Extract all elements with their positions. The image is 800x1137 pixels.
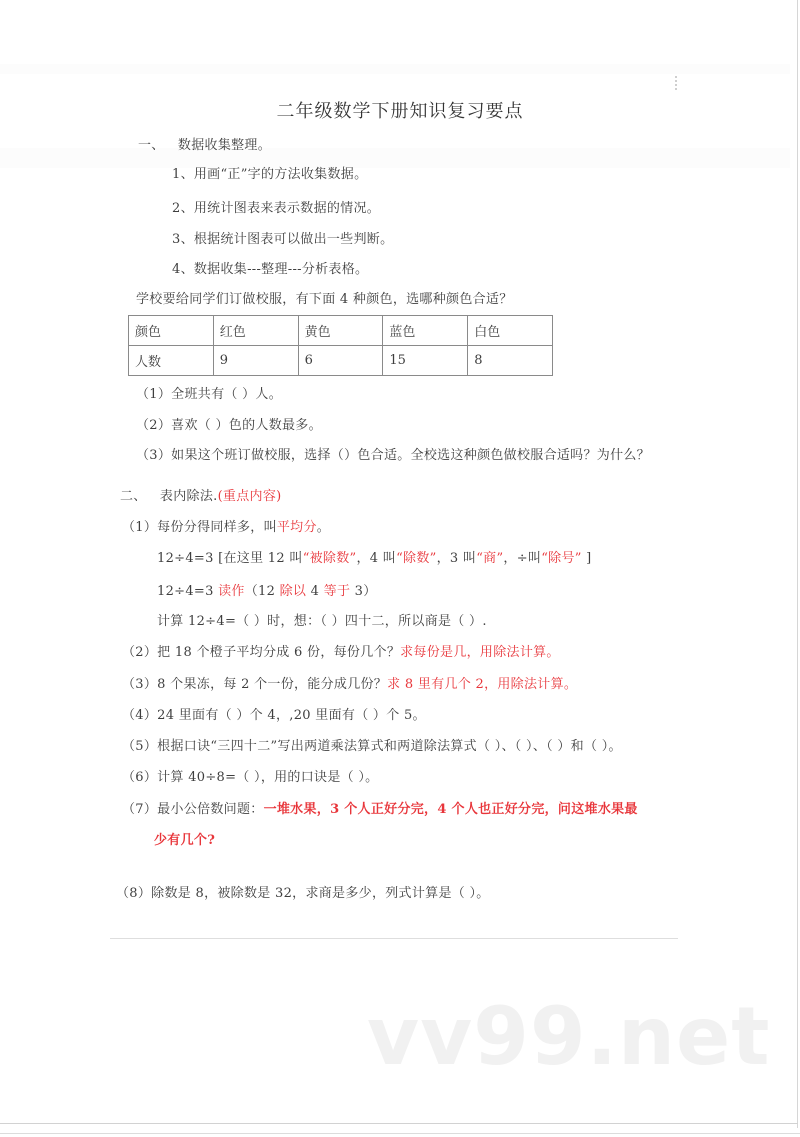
section1-point-3: 3、根据统计图表可以做出一些判断。 — [172, 232, 394, 247]
item-7-label: （7）最小公倍数问题： — [122, 802, 264, 817]
formula-text: （12 — [244, 584, 280, 599]
page-border-bottom — [0, 1123, 798, 1124]
scan-band — [0, 148, 790, 168]
question-intro: 学校要给同学们订做校服，有下面 4 种颜色，选哪种颜色合适？ — [136, 292, 513, 307]
divided-by: 除以 — [279, 584, 307, 599]
table-cell: 15 — [383, 346, 468, 376]
section1-point-2: 2、用统计图表来表示数据的情况。 — [172, 201, 381, 216]
item-7-continuation: 少有几个? — [154, 833, 216, 848]
table-cell: 9 — [213, 346, 298, 376]
table-cell: 8 — [468, 346, 553, 376]
formula-text: 12÷4=3 [在这里 12 叫 — [157, 551, 303, 566]
item-1-term: 平均分 — [276, 520, 317, 535]
equals: 等于 — [323, 584, 351, 599]
section2-note: (重点内容) — [217, 489, 282, 504]
item-2-text: （2）把 18 个橙子平均分成 6 份，每份几个？ — [122, 645, 401, 660]
section1-point-4: 4、数据收集---整理---分析表格。 — [172, 262, 369, 277]
section1-heading — [138, 138, 271, 154]
section1-number: 一、 — [138, 138, 165, 153]
formula-text: 12÷4=3 — [157, 584, 219, 599]
item-2 — [122, 645, 560, 661]
term-quotient: “商” — [476, 551, 504, 566]
item-1-text: （1）每份分得同样多，叫 — [122, 520, 277, 535]
formula-text: ，4 叫 — [356, 551, 397, 566]
question-3: （3）如果这个班订做校服，选择（）色合适。全校选这种颜色做校服合适吗？为什么？ — [136, 448, 650, 463]
watermark: vv99.net — [367, 990, 771, 1083]
page-border-right — [797, 0, 798, 1128]
table-cell: 6 — [298, 346, 383, 376]
formula-text: ，÷叫 — [503, 551, 542, 566]
question-1: （1）全班共有（ ）人。 — [136, 387, 283, 402]
section2-number: 二、 — [120, 489, 147, 504]
table-cell: 颜色 — [129, 316, 214, 346]
term-division-sign: “除号” — [541, 551, 582, 566]
item-6: （6）计算 40÷8=（ ），用的口诀是（ ）。 — [122, 770, 379, 785]
section2-heading — [120, 489, 282, 505]
page-marker — [675, 76, 679, 90]
item-7 — [122, 802, 638, 818]
question-2: （2）喜欢（ ）色的人数最多。 — [136, 418, 322, 433]
item-8: （8）除数是 8，被除数是 32，求商是多少，列式计算是（ ）。 — [116, 886, 490, 901]
item-3-hint: 求 8 里有几个 2，用除法计算。 — [387, 677, 578, 692]
item-4: （4）24 里面有（ ）个 4，,20 里面有（ ）个 5。 — [122, 708, 426, 723]
item-1 — [122, 520, 330, 536]
item-5: （5）根据口诀“三四十二”写出两道乘法算式和两道除法算式（ ）、（ ）、（ ）和（ ）。 — [122, 739, 622, 754]
table-cell: 红色 — [213, 316, 298, 346]
formula-text: 3） — [350, 584, 377, 599]
item-7-text: 一堆水果，3 个人正好分完，4 个人也正好分完，问这堆水果最 — [263, 802, 638, 817]
table-cell: 人数 — [129, 346, 214, 376]
section1-point-1: 1、用画“正”字的方法收集数据。 — [172, 167, 368, 182]
read-as: 读作 — [218, 584, 245, 599]
table-cell: 白色 — [468, 316, 553, 346]
table-row — [129, 316, 553, 346]
term-divisor: “除数” — [396, 551, 437, 566]
item-3-text: （3）8 个果冻，每 2 个一份，能分成几份？ — [122, 677, 388, 692]
formula-text: ，3 叫 — [436, 551, 477, 566]
formula-text: ] — [581, 551, 592, 566]
table-cell: 蓝色 — [383, 316, 468, 346]
section2-title: 表内除法. — [159, 489, 218, 504]
color-survey-table — [128, 315, 553, 376]
formula-reading — [157, 584, 377, 600]
table-row — [129, 346, 553, 376]
section1-title: 数据收集整理。 — [177, 138, 272, 153]
divider — [110, 938, 678, 939]
term-dividend: “被除数” — [302, 551, 357, 566]
item-3 — [122, 677, 577, 693]
formula-text: 4 — [306, 584, 324, 599]
scan-band — [0, 64, 790, 74]
item-2-hint: 求每份是几，用除法计算。 — [400, 645, 560, 660]
page-border-bottom — [0, 1133, 800, 1134]
calc-line: 计算 12÷4=（ ）时，想：（ ）四十二，所以商是（ ）. — [157, 614, 487, 629]
item-1-suffix: 。 — [316, 520, 331, 535]
formula-terms — [157, 551, 592, 567]
document-title: 二年级数学下册知识复习要点 — [276, 101, 524, 122]
table-cell: 黄色 — [298, 316, 383, 346]
